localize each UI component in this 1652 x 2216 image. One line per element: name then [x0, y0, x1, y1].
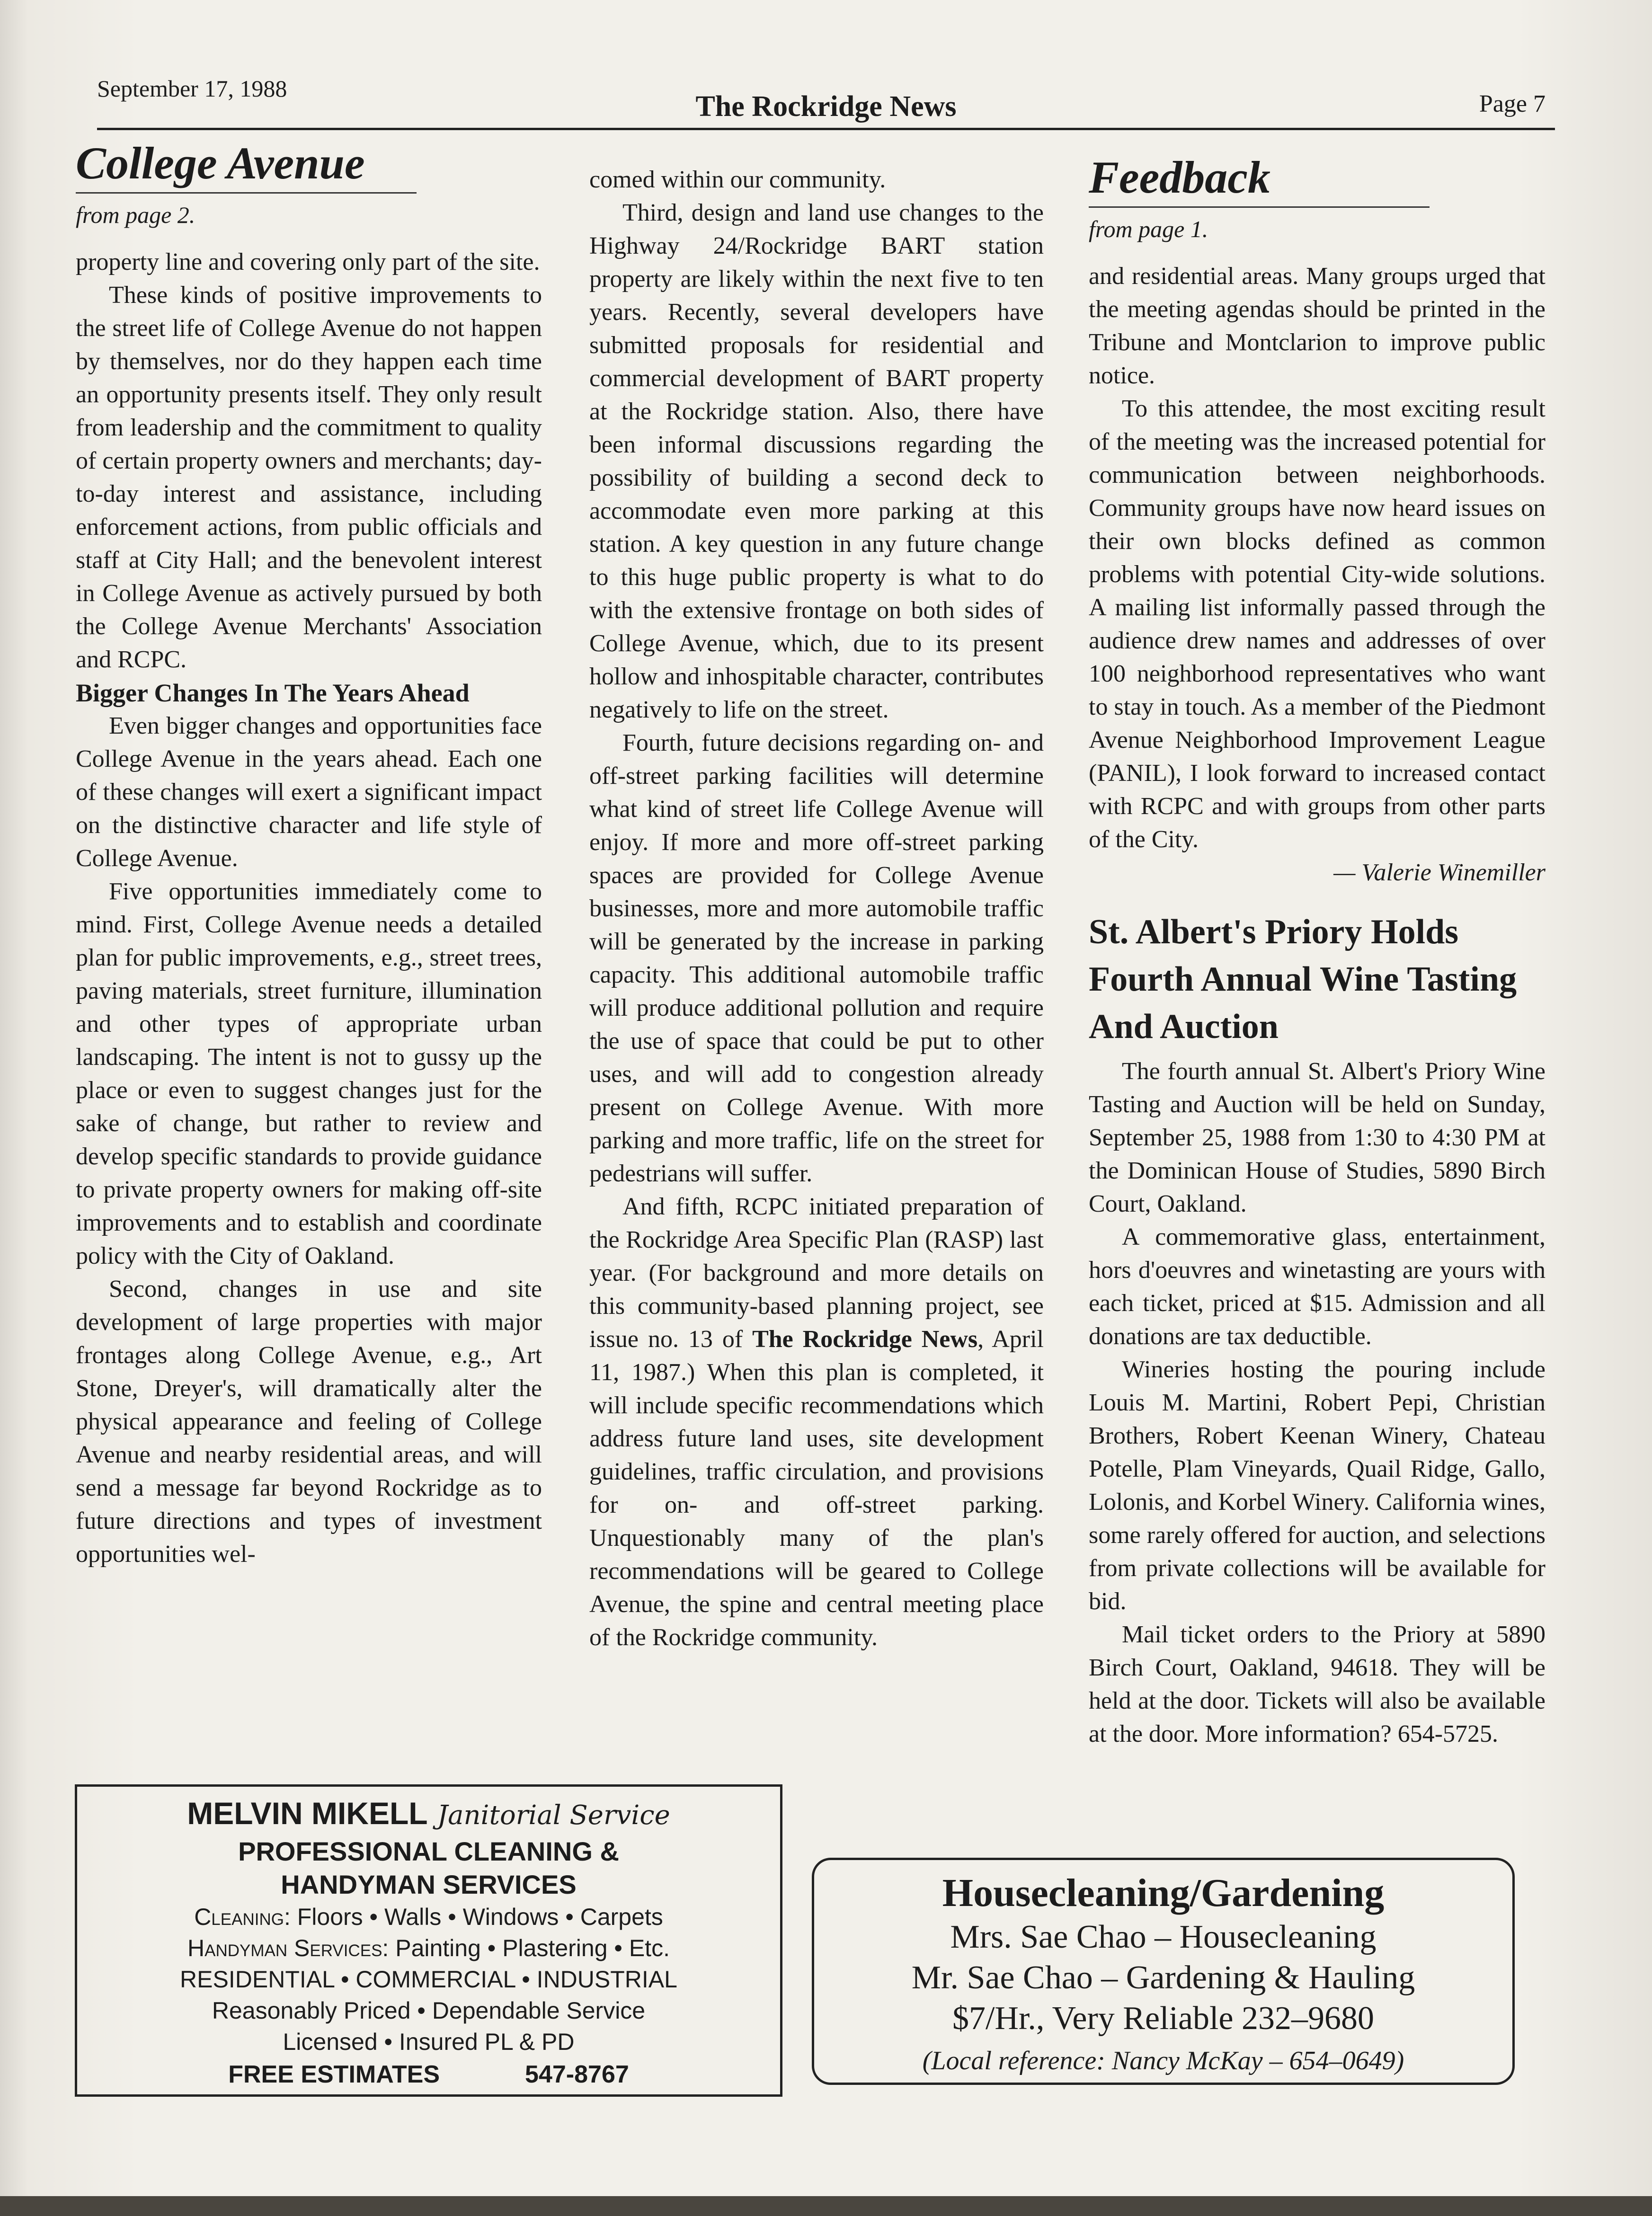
masthead	[97, 71, 1555, 133]
ad-line: Licensed • Insured PL & PD	[283, 2029, 575, 2055]
publication-name: The Rockridge News	[752, 1326, 978, 1353]
ad-headline: PROFESSIONAL CLEANING &	[238, 1836, 619, 1866]
ad-text: Painting • Plastering • Etc.	[395, 1935, 670, 1961]
college-avenue-title: College Avenue	[76, 138, 365, 188]
page-number: Page 7	[1479, 90, 1545, 117]
ad-business-name	[77, 1795, 780, 1831]
paragraph	[589, 1190, 1044, 1654]
ad-reference: (Local reference: Nancy McKay – 654–0649)	[922, 2046, 1404, 2075]
page-bottom-edge	[0, 2196, 1652, 2216]
paper-title: The Rockridge News	[695, 90, 957, 123]
paragraph: The fourth annual St. Albert's Priory Wine Tasting and Auction will be held on Sunday, September 25, 1988 from 1:30 to 4:30 PM at the Dominican House of Studies, 5890 Birch Court, Oakland.	[1089, 1058, 1545, 1217]
ad-title: Housecleaning/Gardening	[942, 1871, 1385, 1915]
paragraph: To this attendee, the most exciting result of the meeting was the increased potential for communication between neighborhoods. Community groups have now heard issues on their own blocks defined as common problems with potential City-wide solutions. A mailing list informally passed through the audience drew names and addresses of over 100 neighborhood representatives who want to stay in touch. As a member of the Piedmont Avenue Neighborhood Improvement League (PANIL), I look forward to increased contact with RCPC and with groups from other parts of the City.	[1089, 395, 1545, 853]
issue-date: September 17, 1988	[97, 75, 287, 102]
paragraph: Third, design and land use changes to the Highway 24/Rockridge BART station property are likely within the next five to ten years. Recently, several developers have submitted proposals for residential and commercial development of BART property at the Rockridge station. Also, there have been informal discussions regarding the possibility of building a second deck to accommodate even more parking at this station. A key question in any future change to this huge public property is what to do with the extensive frontage on both sides of College Avenue, which, due to its present hollow and inhospitable character, contributes negatively to life on the street.	[589, 199, 1044, 723]
paragraph: Wineries hosting the pouring include Louis M. Martini, Robert Pepi, Christian Brothers, Robert Keenan Winery, Chateau Potelle, Plam Vineyards, Quail Ridge, Gallo, Lolonis, and Korbel Winery. California wines, some rarely offered for auction, and selections from private collections will be available for bid.	[1089, 1356, 1545, 1615]
ad-label: Handyman Services:	[187, 1935, 389, 1961]
housecleaning-ad	[812, 1858, 1515, 2085]
ad-estimates-line	[77, 2057, 780, 2092]
column-3	[1089, 151, 1545, 1751]
ad-label: Cleaning:	[194, 1904, 291, 1930]
ad-owner-name: MELVIN MIKELL	[187, 1796, 428, 1831]
paragraph: comed within our community.	[589, 166, 886, 193]
byline: — Valerie Winemiller	[1333, 859, 1545, 886]
paragraph: Fourth, future decisions regarding on- and off-street parking facilities will determine what kind of street life College Avenue will enjoy. If more and more off-street parking spaces are provided for College Avenue businesses, more and more automobile traffic will be generated by the increase in parking capacity. This additional automobile traffic will produce additional pollution and require the use of space that could be put to other uses, and will add to congestion already present on College Avenue. With more parking and more traffic, life on the street for pedestrians will suffer.	[589, 729, 1044, 1187]
paragraph: Five opportunities immediately come to mind. First, College Avenue needs a detailed plan for public improvements, e.g., street trees, paving materials, street furniture, illumination and other types of appropriate urban landscaping. The intent is not to gussy up the place or even to suggest changes just for the sake of change, but rather to review and develop specific standards to provide guidance to private property owners for making off-site improvements and to establish and coordinate policy with the City of Oakland.	[76, 878, 542, 1269]
masthead-rule	[97, 128, 1555, 130]
ad-script-text: Janitorial Service	[437, 1800, 670, 1831]
ad-line: Mr. Sae Chao – Gardening & Hauling	[911, 1959, 1415, 1996]
paragraph: These kinds of positive improvements to the street life of College Avenue do not happen by themselves, nor do they happen each time an opportunity presents itself. They only result from leadership and the commitment to quality of certain property owners and merchants; day-to-day interest and assistance, including enforcement actions, from public officials and staff at City Hall; and the benevolent interest in College Avenue as actively pursued by both the College Avenue Merchants' Association and RCPC.	[76, 282, 542, 673]
janitorial-ad	[75, 1784, 782, 2097]
column-2	[589, 163, 1044, 1654]
title-rule	[76, 192, 417, 194]
ad-line: RESIDENTIAL • COMMERCIAL • INDUSTRIAL	[180, 1966, 677, 1993]
paragraph: Even bigger changes and opportunities face College Avenue in the years ahead. Each one of these changes will exert a significant impact on the distinctive character and life style of College Avenue.	[76, 712, 542, 872]
text-run: , April 11, 1987.) When this plan is completed, it will include specific recommendations which address future land uses, site development guidelines, traffic circulation, and provisions for on- and off-street parking. Unquestionably many of the plan's recommendations will be geared to College Avenue, the spine and central meeting place of the Rockridge community.	[589, 1326, 1044, 1651]
continued-from: from page 1.	[1089, 216, 1208, 242]
ad-text: Floors • Walls • Windows • Carpets	[297, 1904, 663, 1930]
column-1	[76, 137, 542, 1571]
text-run: And fifth, RCPC initiated preparation of the Rockridge Area Specific Plan (RASP) last year. (For background and more details on this community-based planning project, see issue no. 13 of	[589, 1193, 1044, 1353]
ad-free-estimates: FREE ESTIMATES	[228, 2061, 440, 2088]
ad-line: Mrs. Sae Chao – Housecleaning	[950, 1919, 1377, 1955]
feedback-title: Feedback	[1089, 152, 1270, 203]
ad-line	[77, 1901, 780, 1932]
paragraph: Mail ticket orders to the Priory at 5890 Birch Court, Oakland, 94618. They will be held at the door. Tickets will also be available at the door. More information? 654-5725.	[1089, 1621, 1545, 1747]
subheading: Bigger Changes In The Years Ahead	[76, 679, 470, 707]
ad-line	[77, 1932, 780, 1964]
priory-article-title: St. Albert's Priory Holds Fourth Annual Wine Tasting And Auction	[1089, 913, 1517, 1046]
ad-line: $7/Hr., Very Reliable 232–9680	[952, 2000, 1375, 2037]
paragraph: A commemorative glass, entertainment, hors d'oeuvres and winetasting are yours with each ticket, priced at $15. Admission and all donations are tax deductible.	[1089, 1223, 1545, 1350]
paragraph: property line and covering only part of the site.	[76, 248, 540, 275]
paragraph: and residential areas. Many groups urged that the meeting agendas should be printed in the Tribune and Montclarion to improve public notice.	[1089, 263, 1545, 389]
title-rule	[1089, 206, 1430, 208]
ad-headline: HANDYMAN SERVICES	[281, 1870, 577, 1899]
ad-phone: 547-8767	[525, 2061, 629, 2088]
paragraph: Second, changes in use and site development of large properties with major frontages along College Avenue, e.g., Art Stone, Dreyer's, will dramatically alter the physical appearance and feeling of College Avenue and nearby residential areas, and will send a message far beyond Rockridge as to future directions and types of investment opportunities wel-	[76, 1276, 542, 1568]
ad-line: Reasonably Priced • Dependable Service	[212, 1997, 646, 2024]
continued-from: from page 2.	[76, 202, 195, 228]
